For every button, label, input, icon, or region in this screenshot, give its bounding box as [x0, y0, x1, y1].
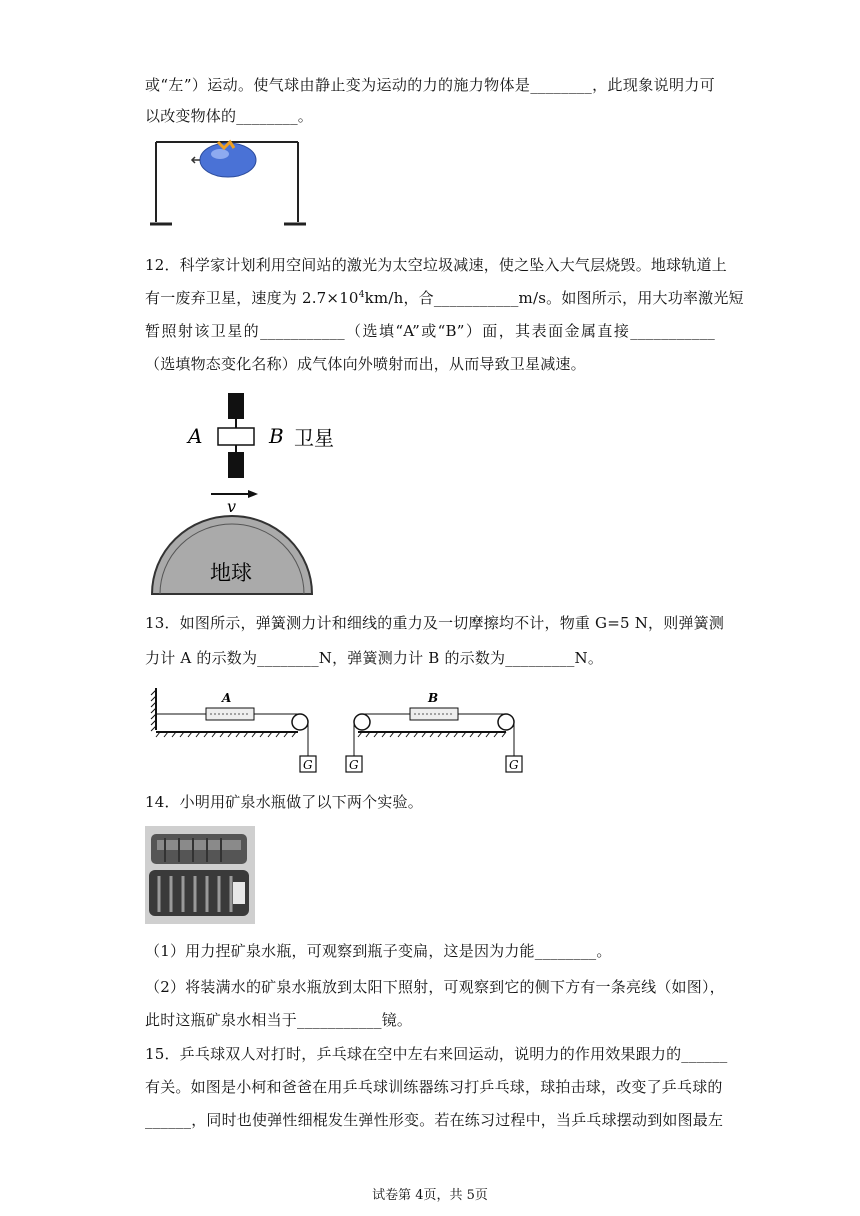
- pulley-a: [292, 714, 308, 730]
- label-a: A: [222, 691, 232, 705]
- q12-line2: [145, 288, 744, 308]
- q13-line1: 13．如图所示，弹簧测力计和细线的重力及一切摩擦均不计，物重 G=5 N，则弹簧测: [145, 614, 725, 632]
- weight-b-right-label: G: [509, 758, 519, 772]
- q15-line3: ______，同时也使弹性细棍发生弹性形变。若在练习过程中，当乒乓球摆动到如图最左: [145, 1111, 724, 1129]
- pulley-b-left: [354, 714, 370, 730]
- q14-part2-line1: （2）将装满水的矿泉水瓶放到太阳下照射，可观察到它的侧下方有一条亮线（如图），: [145, 978, 725, 996]
- satellite-figure: [148, 388, 348, 598]
- q12-line3: 暂照射该卫星的___________（选填“A”或“B”）面，其表面金属直接___________: [145, 322, 715, 340]
- bottle-photo: [145, 826, 255, 924]
- label-satellite: 卫星: [294, 426, 334, 450]
- label-b: B: [428, 691, 439, 705]
- q12-exponent: 4: [358, 290, 365, 300]
- q12-line1: 12．科学家计划利用空间站的激光为太空垃圾减速，使之坠入大气层烧毁。地球轨道上: [145, 256, 727, 274]
- solar-panel-top: [228, 393, 244, 419]
- q13-line2: 力计 A 的示数为________N，弹簧测力计 B 的示数为_________N。: [145, 649, 604, 667]
- balloon-figure: [148, 136, 308, 228]
- q12-line4: （选填物态变化名称）成气体向外喷射而出，从而导致卫星减速。: [145, 355, 586, 373]
- q12-line2-pre: 有一废弃卫星，速度为 2.7×10: [145, 289, 359, 307]
- solar-panel-bottom: [228, 452, 244, 478]
- q14-part2-line2: 此时这瓶矿泉水相当于___________镜。: [145, 1011, 413, 1029]
- q11-line2: 以改变物体的________。: [145, 107, 314, 125]
- page-footer: 试卷第 4页，共 5页: [372, 1188, 488, 1203]
- q11-line1: 或“左”）运动。使气球由静止变为运动的力的施力物体是________，此现象说明力可: [145, 76, 715, 94]
- pulley-b-right: [498, 714, 514, 730]
- weight-a-label: G: [303, 758, 313, 772]
- spring-scale-figure: [148, 684, 530, 776]
- q14-part1: （1）用力捏矿泉水瓶，可观察到瓶子变扁，这是因为力能________。: [145, 942, 612, 960]
- q15-line1: 15．乒乓球双人对打时，乒乓球在空中左右来回运动，说明力的作用效果跟力的______: [145, 1045, 728, 1063]
- satellite-body: [218, 428, 254, 445]
- q14-line1: 14．小明用矿泉水瓶做了以下两个实验。: [145, 793, 423, 811]
- label-b: B: [269, 424, 284, 448]
- label-a: A: [188, 424, 203, 448]
- q15-line2: 有关。如图是小柯和爸爸在用乒乓球训练器练习打乒乓球，球拍击球，改变了乒乓球的: [145, 1078, 723, 1096]
- q12-line2-post: km/h，合___________m/s。如图所示，用大功率激光短: [364, 289, 744, 307]
- weight-b-left-label: G: [349, 758, 359, 772]
- label-velocity: v: [227, 497, 237, 516]
- label-earth: 地球: [210, 561, 252, 585]
